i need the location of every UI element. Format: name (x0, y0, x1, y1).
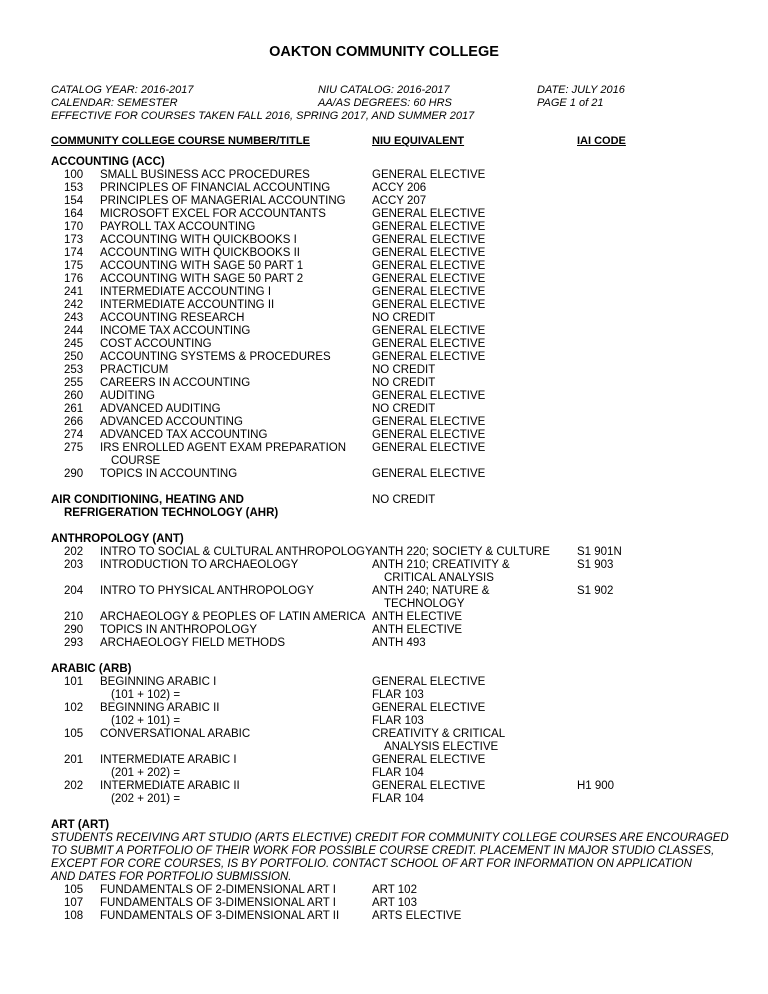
niu-equivalent: ANTH 210; CREATIVITY & (372, 559, 510, 571)
niu-equivalent: GENERAL ELECTIVE (372, 468, 486, 480)
course-title: INTRODUCTION TO ARCHAEOLOGY (100, 559, 299, 571)
course-title: ADVANCED ACCOUNTING (100, 416, 243, 428)
course-title: ACCOUNTING WITH SAGE 50 PART 1 (100, 260, 304, 272)
course-number: 250 (64, 351, 84, 363)
course-number: 174 (64, 247, 84, 259)
section-heading: ACCOUNTING (ACC) (51, 156, 165, 168)
niu-equivalent: NO CREDIT (372, 494, 436, 506)
niu-equivalent: GENERAL ELECTIVE (372, 325, 486, 337)
course-number: 105 (64, 728, 84, 740)
course-number: 242 (64, 299, 84, 311)
course-number: 154 (64, 195, 84, 207)
course-number: 266 (64, 416, 84, 428)
niu-equivalent: GENERAL ELECTIVE (372, 351, 486, 363)
section-note: TO SUBMIT A PORTFOLIO OF THEIR WORK FOR POSSIBLE COURSE CREDIT. PLACEMENT IN MAJOR STUDIO CLASSES, (51, 845, 715, 857)
niu-equivalent: NO CREDIT (372, 364, 436, 376)
course-number: 102 (64, 702, 84, 714)
course-number: 245 (64, 338, 84, 350)
niu-equivalent: NO CREDIT (372, 377, 436, 389)
course-number: 260 (64, 390, 84, 402)
course-title: INTERMEDIATE ARABIC I (100, 754, 237, 766)
iai-code: H1 900 (577, 780, 615, 792)
course-title: ACCOUNTING RESEARCH (100, 312, 245, 324)
course-title-continued: (101 + 102) = (111, 689, 181, 701)
course-number: 253 (64, 364, 84, 376)
niu-equivalent: GENERAL ELECTIVE (372, 273, 486, 285)
page-number: PAGE 1 of 21 (537, 97, 604, 109)
course-number: 164 (64, 208, 84, 220)
course-number: 255 (64, 377, 84, 389)
course-number: 243 (64, 312, 84, 324)
course-title: FUNDAMENTALS OF 3-DIMENSIONAL ART II (100, 910, 340, 922)
course-title: PRACTICUM (100, 364, 169, 376)
niu-equivalent: ACCY 207 (372, 195, 427, 207)
section-heading: ARABIC (ARB) (51, 663, 132, 675)
section-heading: AIR CONDITIONING, HEATING AND (51, 494, 244, 506)
course-title: BEGINNING ARABIC I (100, 676, 217, 688)
course-number: 204 (64, 585, 84, 597)
effective-terms: EFFECTIVE FOR COURSES TAKEN FALL 2016, SPRING 2017, AND SUMMER 2017 (51, 110, 475, 122)
course-number: 175 (64, 260, 84, 272)
course-number: 100 (64, 169, 84, 181)
course-title: INTRO TO PHYSICAL ANTHROPOLOGY (100, 585, 314, 597)
course-number: 101 (64, 676, 84, 688)
niu-equivalent: GENERAL ELECTIVE (372, 390, 486, 402)
niu-equivalent: ANTH 493 (372, 637, 426, 649)
niu-equivalent: NO CREDIT (372, 403, 436, 415)
course-title: SMALL BUSINESS ACC PROCEDURES (100, 169, 310, 181)
course-number: 274 (64, 429, 84, 441)
document-title: OAKTON COMMUNITY COLLEGE (269, 44, 499, 60)
course-number: 293 (64, 637, 84, 649)
course-title: INCOME TAX ACCOUNTING (100, 325, 251, 337)
section-heading: ART (ART) (51, 819, 110, 831)
niu-equivalent: GENERAL ELECTIVE (372, 780, 486, 792)
course-title: INTRO TO SOCIAL & CULTURAL ANTHROPOLOGY (100, 546, 373, 558)
course-title: TOPICS IN ACCOUNTING (100, 468, 238, 480)
niu-equivalent: ART 102 (372, 884, 417, 896)
niu-equivalent: GENERAL ELECTIVE (372, 260, 486, 272)
niu-equivalent-continued: CRITICAL ANALYSIS (384, 572, 494, 584)
niu-equivalent: GENERAL ELECTIVE (372, 429, 486, 441)
niu-equivalent: FLAR 104 (372, 793, 424, 805)
iai-code: S1 901N (577, 546, 622, 558)
niu-equivalent: ART 103 (372, 897, 417, 909)
niu-equivalent: NO CREDIT (372, 312, 436, 324)
course-title: ACCOUNTING WITH SAGE 50 PART 2 (100, 273, 304, 285)
section-note: AND DATES FOR PORTFOLIO SUBMISSION. (51, 871, 292, 883)
niu-equivalent: GENERAL ELECTIVE (372, 754, 486, 766)
iai-code: S1 902 (577, 585, 614, 597)
course-number: 107 (64, 897, 84, 909)
niu-equivalent-continued: ANALYSIS ELECTIVE (384, 741, 499, 753)
course-number: 275 (64, 442, 84, 454)
course-title: PAYROLL TAX ACCOUNTING (100, 221, 256, 233)
aa-degrees: AA/AS DEGREES: 60 HRS (318, 97, 452, 109)
column-header-course: COMMUNITY COLLEGE COURSE NUMBER/TITLE (51, 135, 310, 147)
course-title: COST ACCOUNTING (100, 338, 212, 350)
course-number: 170 (64, 221, 84, 233)
niu-equivalent-continued: TECHNOLOGY (384, 598, 465, 610)
niu-equivalent: GENERAL ELECTIVE (372, 247, 486, 259)
niu-equivalent: ANTH ELECTIVE (372, 611, 463, 623)
column-header-niu: NIU EQUIVALENT (372, 135, 465, 147)
section-note: STUDENTS RECEIVING ART STUDIO (ARTS ELECTIVE) CREDIT FOR COMMUNITY COLLEGE COURSES ARE ENCOURAGED (51, 832, 729, 844)
niu-equivalent: FLAR 103 (372, 715, 424, 727)
niu-equivalent: GENERAL ELECTIVE (372, 442, 486, 454)
niu-equivalent: ANTH 220; SOCIETY & CULTURE (372, 546, 550, 558)
niu-equivalent: ACCY 206 (372, 182, 427, 194)
course-title: ADVANCED TAX ACCOUNTING (100, 429, 268, 441)
course-number: 105 (64, 884, 84, 896)
iai-code: S1 903 (577, 559, 614, 571)
course-number: 202 (64, 546, 84, 558)
course-number: 173 (64, 234, 84, 246)
niu-equivalent: GENERAL ELECTIVE (372, 338, 486, 350)
section-heading: ANTHROPOLOGY (ANT) (51, 533, 184, 545)
course-title: ADVANCED AUDITING (100, 403, 221, 415)
course-title: INTERMEDIATE ARABIC II (100, 780, 240, 792)
niu-equivalent: GENERAL ELECTIVE (372, 208, 486, 220)
column-header-iai: IAI CODE (577, 135, 626, 147)
course-title: ACCOUNTING SYSTEMS & PROCEDURES (100, 351, 331, 363)
course-title-continued: (201 + 202) = (111, 767, 181, 779)
niu-equivalent: CREATIVITY & CRITICAL (372, 728, 506, 740)
course-number: 108 (64, 910, 84, 922)
course-number: 290 (64, 468, 84, 480)
course-title: IRS ENROLLED AGENT EXAM PREPARATION (100, 442, 347, 454)
course-title: BEGINNING ARABIC II (100, 702, 220, 714)
course-title: PRINCIPLES OF MANAGERIAL ACCOUNTING (100, 195, 346, 207)
section-note: EXCEPT FOR CORE COURSES, IS BY PORTFOLIO. CONTACT SCHOOL OF ART FOR INFORMATION ON APPLICATION (51, 858, 692, 870)
course-title-continued: COURSE (111, 455, 161, 467)
calendar: CALENDAR: SEMESTER (51, 97, 178, 109)
course-title: FUNDAMENTALS OF 3-DIMENSIONAL ART I (100, 897, 337, 909)
course-title: INTERMEDIATE ACCOUNTING II (100, 299, 275, 311)
section-heading: REFRIGERATION TECHNOLOGY (AHR) (64, 507, 279, 519)
course-title: PRINCIPLES OF FINANCIAL ACCOUNTING (100, 182, 331, 194)
niu-equivalent: ARTS ELECTIVE (372, 910, 462, 922)
course-title: AUDITING (100, 390, 155, 402)
niu-equivalent: ANTH 240; NATURE & (372, 585, 490, 597)
course-title: ACCOUNTING WITH QUICKBOOKS I (100, 234, 297, 246)
niu-equivalent: GENERAL ELECTIVE (372, 169, 486, 181)
niu-equivalent: GENERAL ELECTIVE (372, 286, 486, 298)
niu-equivalent: GENERAL ELECTIVE (372, 416, 486, 428)
course-title: ACCOUNTING WITH QUICKBOOKS II (100, 247, 300, 259)
course-title: ARCHAEOLOGY FIELD METHODS (100, 637, 286, 649)
course-number: 241 (64, 286, 84, 298)
course-number: 244 (64, 325, 84, 337)
course-number: 153 (64, 182, 84, 194)
course-number: 210 (64, 611, 84, 623)
course-title: FUNDAMENTALS OF 2-DIMENSIONAL ART I (100, 884, 337, 896)
niu-equivalent: GENERAL ELECTIVE (372, 702, 486, 714)
course-number: 261 (64, 403, 84, 415)
course-title: INTERMEDIATE ACCOUNTING I (100, 286, 272, 298)
course-title: MICROSOFT EXCEL FOR ACCOUNTANTS (100, 208, 326, 220)
course-title: CAREERS IN ACCOUNTING (100, 377, 251, 389)
course-title-continued: (102 + 101) = (111, 715, 181, 727)
course-number: 201 (64, 754, 84, 766)
catalog-year: CATALOG YEAR: 2016-2017 (51, 84, 194, 96)
niu-equivalent: GENERAL ELECTIVE (372, 234, 486, 246)
course-number: 176 (64, 273, 84, 285)
niu-equivalent: GENERAL ELECTIVE (372, 676, 486, 688)
course-title: CONVERSATIONAL ARABIC (100, 728, 251, 740)
niu-equivalent: FLAR 104 (372, 767, 424, 779)
course-title: ARCHAEOLOGY & PEOPLES OF LATIN AMERICA (100, 611, 366, 623)
course-number: 203 (64, 559, 84, 571)
course-number: 202 (64, 780, 84, 792)
course-title: TOPICS IN ANTHROPOLOGY (100, 624, 257, 636)
course-number: 290 (64, 624, 84, 636)
niu-equivalent: FLAR 103 (372, 689, 424, 701)
niu-equivalent: GENERAL ELECTIVE (372, 221, 486, 233)
niu-equivalent: GENERAL ELECTIVE (372, 299, 486, 311)
document-date: DATE: JULY 2016 (537, 84, 625, 96)
niu-catalog: NIU CATALOG: 2016-2017 (318, 84, 450, 96)
course-title-continued: (202 + 201) = (111, 793, 181, 805)
niu-equivalent: ANTH ELECTIVE (372, 624, 463, 636)
